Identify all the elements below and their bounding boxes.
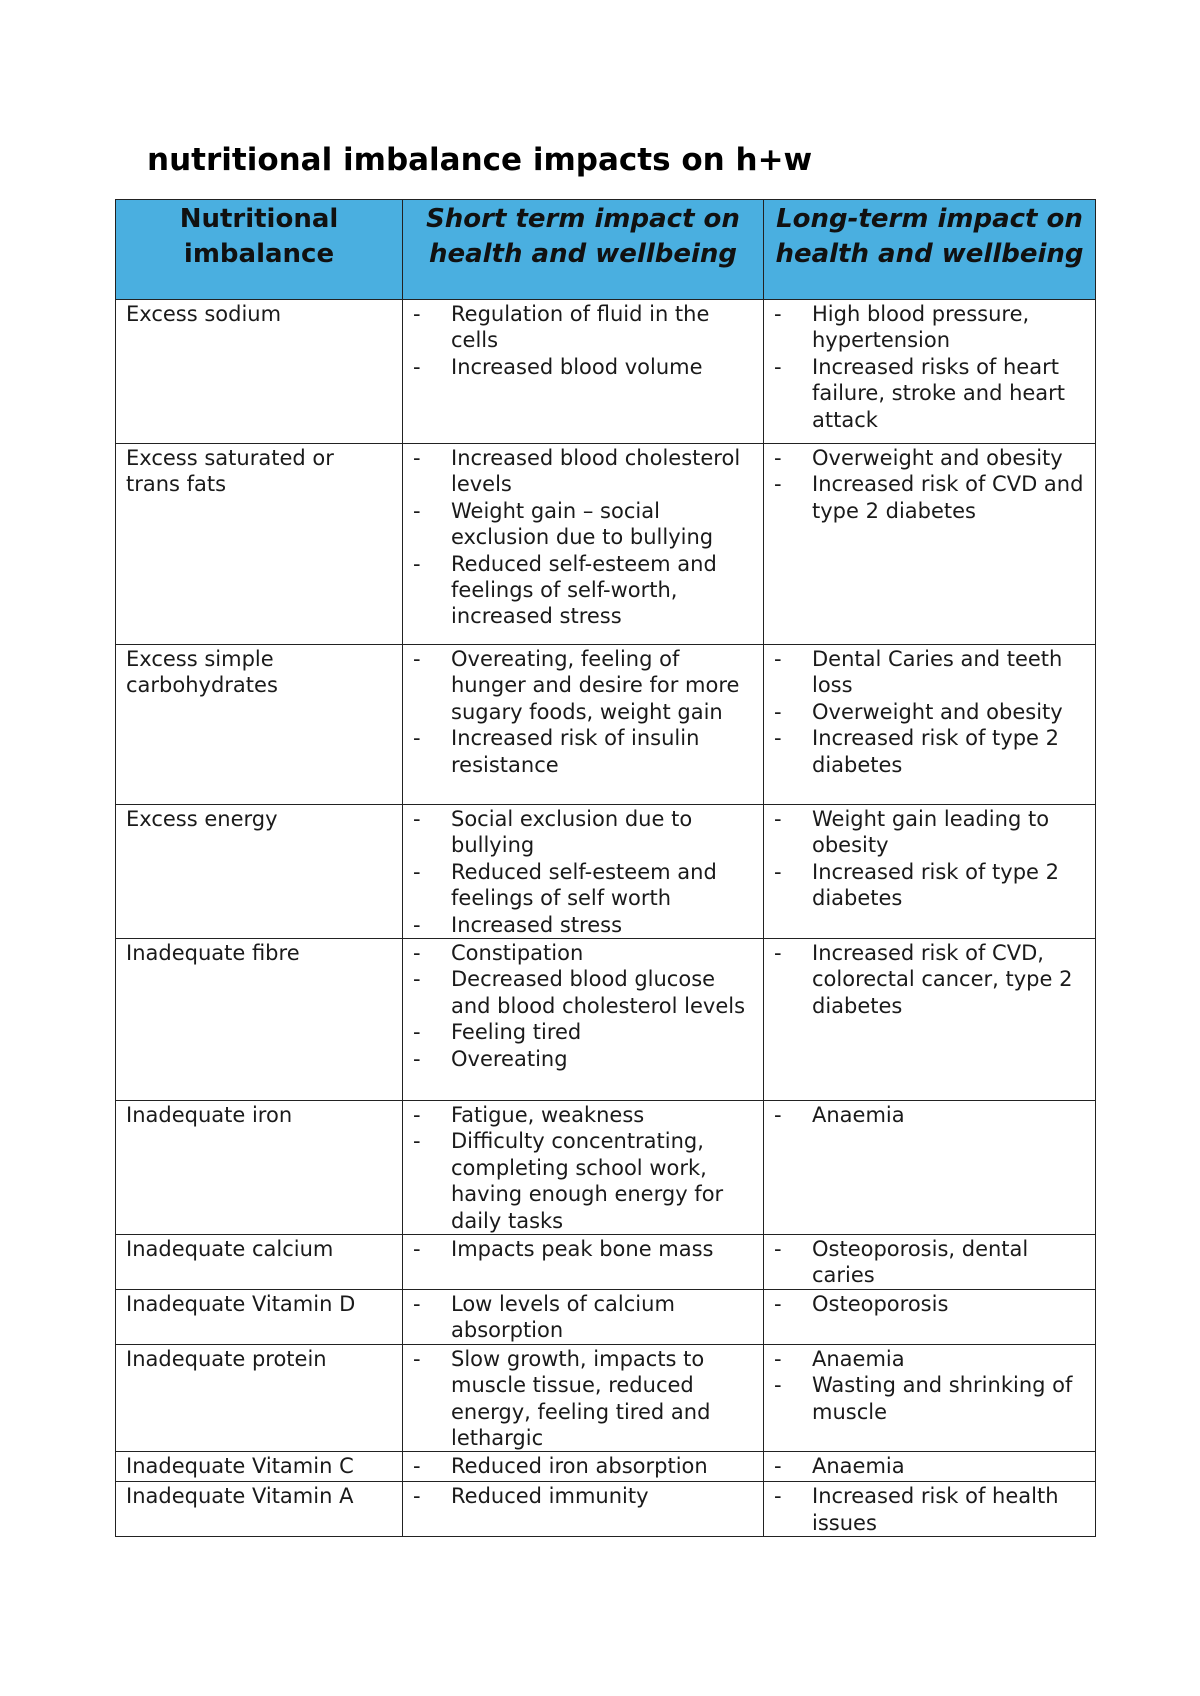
imbalance-cell: Inadequate Vitamin C — [116, 1452, 403, 1482]
list-item — [413, 940, 755, 966]
short-term-impact-list — [413, 1346, 755, 1452]
dash-bullet-icon: - — [413, 807, 421, 831]
list-item — [413, 966, 755, 1019]
list-item — [774, 471, 1087, 524]
dash-bullet-icon: - — [774, 472, 782, 497]
impact-text: Reduced immunity — [451, 1484, 649, 1509]
table-row — [116, 1101, 1096, 1235]
impact-text: Constipation — [451, 941, 584, 966]
imbalance-cell: Inadequate calcium — [116, 1235, 403, 1290]
dash-bullet-icon: - — [413, 1346, 421, 1371]
list-item — [774, 1102, 1087, 1128]
list-item — [413, 1346, 755, 1452]
table-row — [116, 1289, 1096, 1344]
impact-text: Anaemia — [812, 1103, 905, 1128]
dash-bullet-icon: - — [413, 1291, 421, 1316]
table-body — [116, 300, 1096, 1537]
list-item — [413, 551, 755, 630]
short-term-impact-cell — [403, 1235, 764, 1290]
list-item — [774, 1291, 1087, 1317]
long-term-impact-list — [774, 1236, 1087, 1289]
impact-text: Overeating, feeling of hunger and desire for more sugary foods, weight gain — [451, 647, 740, 724]
list-item — [413, 1453, 755, 1479]
short-term-impact-cell — [403, 645, 764, 805]
long-term-impact-cell — [764, 1344, 1096, 1452]
impact-text: Weight gain leading to obesity — [812, 807, 1050, 858]
long-term-impact-list — [774, 1291, 1087, 1317]
impact-text: Overeating — [451, 1046, 568, 1071]
impact-text: Increased risks of heart failure, stroke and heart attack — [812, 354, 1066, 432]
list-item — [413, 1046, 755, 1072]
short-term-impact-cell — [403, 805, 764, 939]
dash-bullet-icon: - — [413, 498, 421, 523]
table-row — [116, 1482, 1096, 1537]
long-term-impact-cell — [764, 805, 1096, 939]
impact-text: Social exclusion due to bullying — [451, 807, 693, 858]
dash-bullet-icon: - — [413, 647, 421, 671]
dash-bullet-icon: - — [774, 1237, 782, 1262]
long-term-impact-list — [774, 940, 1087, 1019]
impact-text: Reduced self-esteem and feelings of self-worth, increased stress — [451, 551, 717, 629]
impact-text: Regulation of fluid in the cells — [451, 302, 710, 353]
list-item — [774, 725, 1087, 778]
dash-bullet-icon: - — [413, 446, 421, 470]
dash-bullet-icon: - — [774, 647, 782, 671]
list-item — [774, 301, 1087, 354]
imbalance-cell: Inadequate Vitamin A — [116, 1482, 403, 1537]
nutrition-impact-table — [115, 199, 1096, 1537]
short-term-impact-cell — [403, 1289, 764, 1344]
dash-bullet-icon: - — [774, 1103, 782, 1128]
long-term-impact-list — [774, 1453, 1087, 1479]
imbalance-cell: Excess simple carbohydrates — [116, 645, 403, 805]
list-item — [413, 1128, 755, 1234]
list-item — [774, 1453, 1087, 1479]
dash-bullet-icon: - — [413, 726, 421, 751]
impact-text: Overweight and obesity — [812, 446, 1063, 470]
dash-bullet-icon: - — [774, 941, 782, 966]
dash-bullet-icon: - — [413, 551, 421, 576]
impact-text: Anaemia — [812, 1454, 905, 1479]
list-item — [774, 1236, 1087, 1289]
page-title: nutritional imbalance impacts on h+w — [147, 142, 813, 178]
dash-bullet-icon: - — [774, 859, 782, 884]
impact-text: Increased risk of CVD, colorectal cancer, type 2 diabetes — [812, 941, 1073, 1018]
dash-bullet-icon: - — [774, 1454, 782, 1479]
short-term-impact-list — [413, 301, 755, 380]
imbalance-cell: Inadequate iron — [116, 1101, 403, 1235]
dash-bullet-icon: - — [774, 1291, 782, 1316]
dash-bullet-icon: - — [774, 699, 782, 724]
short-term-impact-cell — [403, 1344, 764, 1452]
long-term-impact-cell — [764, 1101, 1096, 1235]
dash-bullet-icon: - — [774, 446, 782, 470]
header-short-term-impact: Short term impact on health and wellbeing — [403, 200, 764, 300]
impact-text: Increased stress — [451, 912, 623, 937]
list-item — [774, 940, 1087, 1019]
long-term-impact-list — [774, 301, 1087, 433]
impact-text: Wasting and shrinking of muscle — [812, 1373, 1073, 1424]
table-row — [116, 805, 1096, 939]
list-item — [774, 859, 1087, 912]
dash-bullet-icon: - — [413, 1020, 421, 1045]
long-term-impact-cell — [764, 939, 1096, 1101]
dash-bullet-icon: - — [774, 354, 782, 379]
short-term-impact-cell — [403, 444, 764, 645]
dash-bullet-icon: - — [774, 1484, 782, 1509]
list-item — [413, 1102, 755, 1128]
impact-text: High blood pressure, hypertension — [812, 302, 1030, 353]
short-term-impact-list — [413, 1236, 755, 1262]
dash-bullet-icon: - — [413, 859, 421, 884]
list-item — [774, 1483, 1087, 1536]
impact-text: Difficulty concentrating, completing school work, having enough energy for daily tasks — [451, 1129, 724, 1233]
impact-text: Decreased blood glucose and blood cholesterol levels — [451, 967, 746, 1018]
list-item — [774, 806, 1087, 859]
list-item — [413, 646, 755, 725]
dash-bullet-icon: - — [413, 354, 421, 379]
dash-bullet-icon: - — [413, 1046, 421, 1071]
impact-text: Feeling tired — [451, 1020, 582, 1045]
dash-bullet-icon: - — [413, 1129, 421, 1154]
short-term-impact-cell — [403, 1482, 764, 1537]
imbalance-cell: Excess saturated or trans fats — [116, 444, 403, 645]
long-term-impact-list — [774, 646, 1087, 778]
dash-bullet-icon: - — [774, 726, 782, 751]
impact-text: Increased risk of type 2 diabetes — [812, 726, 1059, 777]
short-term-impact-list — [413, 646, 755, 778]
dash-bullet-icon: - — [774, 302, 782, 326]
impact-text: Dental Caries and teeth loss — [812, 647, 1063, 698]
impact-text: Low levels of calcium absorption — [451, 1291, 675, 1343]
short-term-impact-cell — [403, 1101, 764, 1235]
table-row — [116, 444, 1096, 645]
long-term-impact-cell — [764, 645, 1096, 805]
short-term-impact-list — [413, 1291, 755, 1344]
impact-text: Slow growth, impacts to muscle tissue, reduced energy, feeling tired and lethargic — [451, 1346, 711, 1450]
impact-text: Reduced iron absorption — [451, 1454, 708, 1479]
list-item — [413, 806, 755, 859]
dash-bullet-icon: - — [413, 912, 421, 937]
short-term-impact-list — [413, 940, 755, 1072]
long-term-impact-list — [774, 1102, 1087, 1128]
list-item — [774, 1372, 1087, 1425]
imbalance-cell: Excess sodium — [116, 300, 403, 444]
long-term-impact-cell — [764, 444, 1096, 645]
dash-bullet-icon: - — [413, 302, 421, 326]
dash-bullet-icon: - — [413, 941, 421, 966]
short-term-impact-cell — [403, 939, 764, 1101]
list-item — [774, 354, 1087, 433]
list-item — [413, 725, 755, 778]
table-row — [116, 1344, 1096, 1452]
dash-bullet-icon: - — [413, 1237, 421, 1262]
impact-text: Increased risk of CVD and type 2 diabetes — [812, 472, 1084, 523]
short-term-impact-list — [413, 1453, 755, 1479]
list-item — [413, 445, 755, 498]
impact-text: Increased blood volume — [451, 354, 703, 379]
imbalance-cell: Excess energy — [116, 805, 403, 939]
table-row — [116, 1452, 1096, 1482]
long-term-impact-cell — [764, 300, 1096, 444]
list-item — [413, 1291, 755, 1344]
dash-bullet-icon: - — [774, 1373, 782, 1398]
list-item — [413, 912, 755, 938]
short-term-impact-cell — [403, 300, 764, 444]
list-item — [413, 301, 755, 354]
long-term-impact-cell — [764, 1235, 1096, 1290]
impact-text: Overweight and obesity — [812, 699, 1063, 724]
short-term-impact-cell — [403, 1452, 764, 1482]
impact-text: Osteoporosis — [812, 1291, 949, 1316]
list-item — [774, 646, 1087, 699]
impact-text: Anaemia — [812, 1346, 905, 1371]
table-row — [116, 300, 1096, 444]
dash-bullet-icon: - — [774, 807, 782, 831]
short-term-impact-list — [413, 1102, 755, 1234]
impact-text: Increased risk of type 2 diabetes — [812, 859, 1059, 911]
header-long-term-impact: Long-term impact on health and wellbeing — [764, 200, 1096, 300]
dash-bullet-icon: - — [413, 967, 421, 992]
imbalance-cell: Inadequate protein — [116, 1344, 403, 1452]
imbalance-cell: Inadequate fibre — [116, 939, 403, 1101]
impact-text: Osteoporosis, dental caries — [812, 1237, 1029, 1288]
long-term-impact-cell — [764, 1289, 1096, 1344]
dash-bullet-icon: - — [413, 1103, 421, 1128]
dash-bullet-icon: - — [413, 1454, 421, 1479]
long-term-impact-list — [774, 1346, 1087, 1425]
short-term-impact-list — [413, 1483, 755, 1509]
table-row — [116, 645, 1096, 805]
list-item — [774, 445, 1087, 471]
list-item — [774, 699, 1087, 725]
impact-text: Increased risk of health issues — [812, 1484, 1059, 1535]
impact-text: Increased risk of insulin resistance — [451, 726, 700, 777]
impact-text: Increased blood cholesterol levels — [451, 446, 741, 497]
table-row — [116, 1235, 1096, 1290]
dash-bullet-icon: - — [413, 1484, 421, 1509]
header-nutritional-imbalance: Nutritional imbalance — [116, 200, 403, 300]
list-item — [413, 1483, 755, 1509]
long-term-impact-cell — [764, 1452, 1096, 1482]
short-term-impact-list — [413, 806, 755, 938]
list-item — [774, 1346, 1087, 1372]
short-term-impact-list — [413, 445, 755, 630]
long-term-impact-list — [774, 445, 1087, 524]
list-item — [413, 1019, 755, 1045]
impact-text: Reduced self-esteem and feelings of self worth — [451, 859, 717, 911]
impact-text: Impacts peak bone mass — [451, 1237, 714, 1262]
long-term-impact-cell — [764, 1482, 1096, 1537]
dash-bullet-icon: - — [774, 1346, 782, 1371]
long-term-impact-list — [774, 1483, 1087, 1536]
list-item — [413, 1236, 755, 1262]
imbalance-cell: Inadequate Vitamin D — [116, 1289, 403, 1344]
impact-text: Fatigue, weakness — [451, 1103, 645, 1128]
table-row — [116, 939, 1096, 1101]
list-item — [413, 498, 755, 551]
list-item — [413, 859, 755, 912]
table-header-row — [116, 200, 1096, 300]
list-item — [413, 354, 755, 380]
impact-text: Weight gain – social exclusion due to bullying — [451, 498, 714, 550]
long-term-impact-list — [774, 806, 1087, 912]
